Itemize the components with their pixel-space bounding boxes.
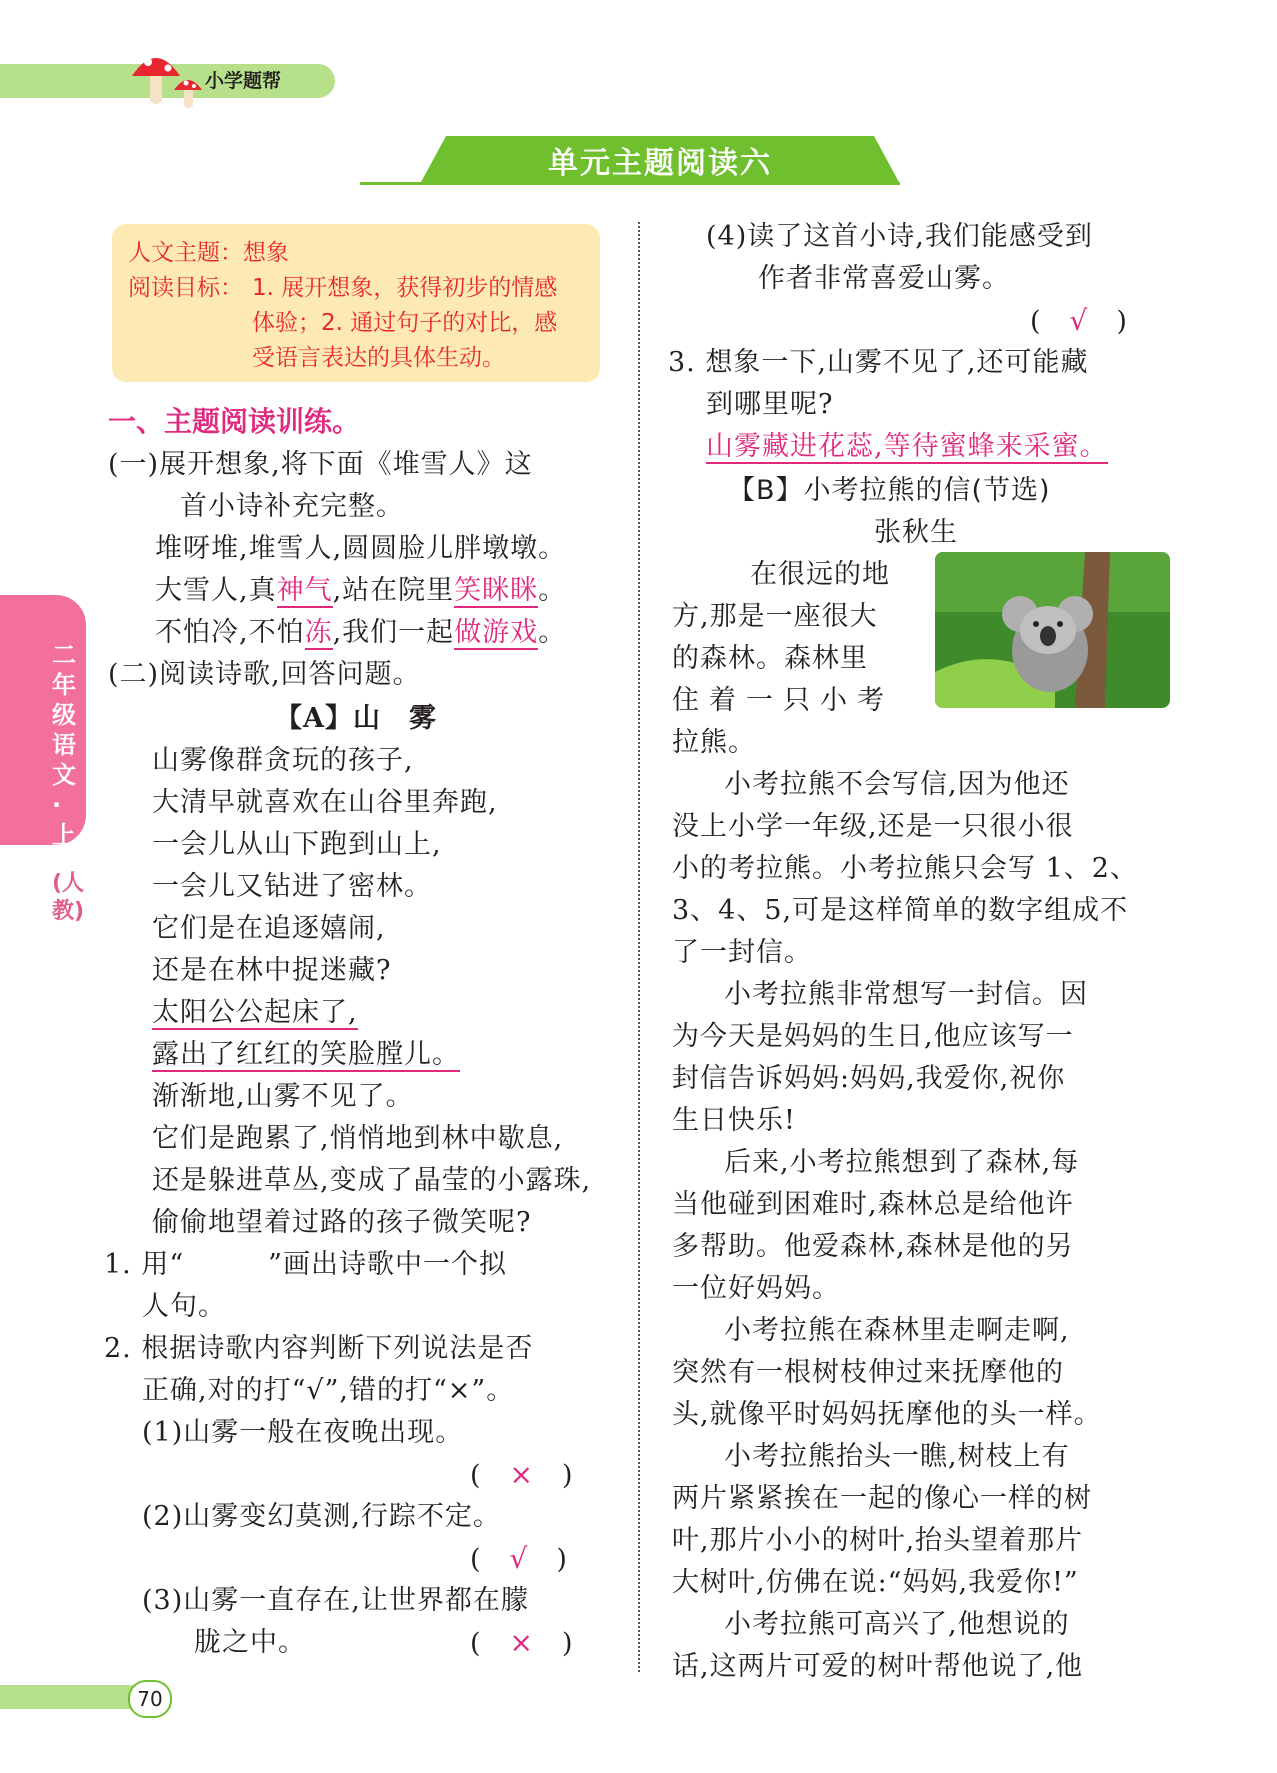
column-divider — [638, 222, 640, 1672]
answer-bracket: ( × ) — [470, 1458, 574, 1491]
story-line: 了一封信。 — [672, 937, 812, 968]
question-3: 3. 想象一下,山雾不见了,还可能藏 — [668, 347, 1089, 378]
fill-answer: 冻 — [304, 617, 333, 648]
poem-line: 偷偷地望着过路的孩子微笑呢? — [152, 1207, 532, 1238]
story-line: 小考拉熊在森林里走啊走啊, — [724, 1315, 1070, 1346]
theme-row: 人文主题：想象 — [128, 240, 289, 266]
snowman-line: 不怕冷,不怕冻,我们一起做游戏。 — [155, 617, 567, 648]
poem-line: 渐渐地,山雾不见了。 — [152, 1081, 414, 1112]
story-line: 为今天是妈妈的生日,他应该写一 — [672, 1021, 1074, 1052]
story-line: 在很远的地 — [750, 559, 890, 590]
story-line: 小的考拉熊。小考拉熊只会写 1、2、 — [672, 853, 1138, 884]
story-line: 住着一只小考 — [672, 685, 894, 716]
fill-answer: 笑眯眯 — [454, 575, 539, 606]
snowman-line: 大雪人,真神气,站在院里笑眯眯。 — [155, 575, 567, 606]
story-line: 当他碰到困难时,森林总是给他许 — [672, 1189, 1074, 1220]
story-line: 一位好妈妈。 — [672, 1273, 840, 1304]
fill-answer: 神气 — [276, 575, 333, 606]
story-line: 没上小学一年级,还是一只很小很 — [672, 811, 1074, 842]
brand-name: 小学题帮 — [205, 70, 282, 92]
part2-heading: (二)阅读诗歌,回答问题。 — [108, 659, 421, 690]
story-line: 两片紧紧挨在一起的像心一样的树 — [672, 1483, 1092, 1514]
poem-line: 它们是在追逐嬉闹, — [152, 913, 386, 944]
story-line: 后来,小考拉熊想到了森林,每 — [724, 1147, 1080, 1178]
story-title: 【B】小考拉熊的信(节选) — [728, 475, 1051, 506]
judge-item: (1)山雾一般在夜晚出现。 — [142, 1417, 464, 1448]
answer-bracket: ( √ ) — [470, 1542, 568, 1575]
story-line: 突然有一根树枝伸过来抚摩他的 — [672, 1357, 1064, 1388]
answer-bracket: ( × ) — [470, 1626, 574, 1659]
story-line: 的森林。森林里 — [672, 643, 868, 674]
poem-line-underlined: 太阳公公起床了, — [152, 997, 358, 1028]
poem-title: 【A】山 雾 — [275, 703, 437, 734]
question-3: 到哪里呢? — [706, 389, 834, 420]
koala-photo — [935, 552, 1170, 708]
story-line: 大树叶,仿佛在说:“妈妈,我爱你!” — [672, 1567, 1079, 1598]
story-line: 叶,那片小小的树叶,抬头望着那片 — [672, 1525, 1084, 1556]
unit-title: 单元主题阅读六 — [548, 146, 772, 181]
poem-line: 一会儿又钻进了密林。 — [152, 871, 432, 902]
poem-line-underlined: 露出了红红的笑脸膛儿。 — [152, 1039, 460, 1070]
story-line: 小考拉熊抬头一瞧,树枝上有 — [724, 1441, 1070, 1472]
story-line: 头,就像平时妈妈抚摩他的头一样。 — [672, 1399, 1102, 1430]
question-2: 正确,对的打“√”,错的打“×”。 — [142, 1375, 515, 1406]
story-line: 小考拉熊可高兴了,他想说的 — [724, 1609, 1070, 1640]
judge-item: (3)山雾一直存在,让世界都在朦 — [142, 1585, 529, 1616]
fill-answer: 做游戏 — [454, 617, 539, 648]
story-line: 生日快乐! — [672, 1105, 796, 1136]
question-3-answer: 山雾藏进花蕊,等待蜜蜂来采蜜。 — [706, 431, 1108, 462]
goal-line: 体验；2. 通过句子的对比，感 — [252, 310, 558, 336]
story-line: 封信告诉妈妈:妈妈,我爱你,祝你 — [672, 1063, 1066, 1094]
section-heading: 一、主题阅读训练。 — [108, 405, 361, 438]
mushroom-icon — [128, 40, 208, 112]
poem-line: 它们是跑累了,悄悄地到林中歇息, — [152, 1123, 564, 1154]
poem-line: 还是在林中捉迷藏? — [152, 955, 392, 986]
answer-bracket: ( √ ) — [1030, 304, 1128, 337]
goal-label: 阅读目标： — [128, 275, 243, 301]
poem-line: 一会儿从山下跑到山上, — [152, 829, 442, 860]
judge-item: (2)山雾变幻莫测,行踪不定。 — [142, 1501, 501, 1532]
story-author: 张秋生 — [874, 517, 958, 548]
story-line: 小考拉熊非常想写一封信。因 — [724, 979, 1088, 1010]
question-1: 1. 用“ ”画出诗歌中一个拟 — [104, 1249, 507, 1280]
poem-line: 还是躲进草丛,变成了晶莹的小露珠, — [152, 1165, 592, 1196]
story-line: 多帮助。他爱森林,森林是他的另 — [672, 1231, 1074, 1262]
story-line: 小考拉熊不会写信,因为他还 — [724, 769, 1070, 800]
unit-title-banner — [420, 136, 900, 186]
judge-item: (4)读了这首小诗,我们能感受到 — [706, 221, 1093, 252]
part1-line: 首小诗补充完整。 — [180, 491, 404, 522]
grade-label: 二年级语文·上 — [52, 641, 76, 849]
story-line: 拉熊。 — [672, 727, 756, 758]
page-number: 70 — [128, 1680, 172, 1718]
question-1: 人句。 — [142, 1291, 226, 1322]
story-line: 方,那是一座很大 — [672, 601, 878, 632]
goal-line: 受语言表达的具体生动。 — [252, 345, 505, 371]
poem-line: 山雾像群贪玩的孩子, — [152, 745, 414, 776]
story-line: 3、4、5,可是这样简单的数字组成不 — [672, 895, 1129, 926]
story-body — [672, 764, 1138, 1688]
judge-item: 作者非常喜爱山雾。 — [758, 263, 1010, 294]
part1-line: (一)展开想象,将下面《堆雪人》这 — [108, 449, 533, 480]
snowman-line: 堆呀堆,堆雪人,圆圆脸儿胖墩墩。 — [155, 533, 567, 564]
edition-label: (人教) — [52, 871, 85, 924]
story-line: 话,这两片可爱的树叶帮他说了,他 — [672, 1651, 1084, 1682]
poem-line: 大清早就喜欢在山谷里奔跑, — [152, 787, 498, 818]
goal-line: 1. 展开想象，获得初步的情感 — [252, 275, 558, 301]
judge-item: 胧之中。 — [194, 1627, 306, 1658]
question-2: 2. 根据诗歌内容判断下列说法是否 — [104, 1333, 534, 1364]
